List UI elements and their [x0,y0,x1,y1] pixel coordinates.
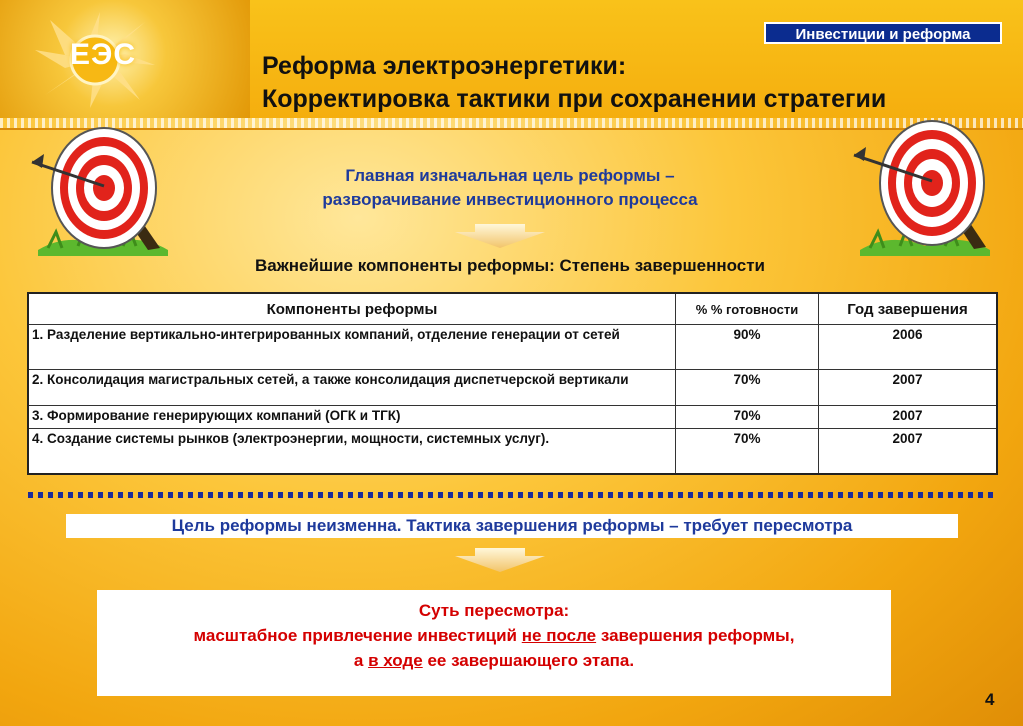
year-cell: 2006 [819,325,998,370]
year-cell: 2007 [819,429,998,475]
header-year: Год завершения [819,293,998,325]
essence-line-3 [97,648,891,673]
title-line-2: Корректировка тактики при сохранении стратегии [262,85,887,113]
logo-text: ЕЭС [70,38,137,71]
logo-panel [0,0,250,118]
page-title [262,50,1002,116]
year-cell: 2007 [819,370,998,406]
target-left-icon [28,120,178,260]
component-cell: 4. Создание системы рынков (электроэнергии, мощности, системных услуг). [28,429,676,475]
essence-line-2-part1: масштабное привлечение инвестиций [193,626,518,645]
readiness-cell: 70% [676,406,819,429]
down-arrow-icon [455,548,545,572]
year-cell: 2007 [819,406,998,429]
essence-line-3-part1: а [353,651,364,670]
essence-line-3-part2: ее завершающего этапа. [427,651,635,670]
header-readiness: % % готовности [676,293,819,325]
table-header-row [28,293,997,325]
readiness-cell: 90% [676,325,819,370]
essence-box [97,590,891,696]
component-cell: 3. Формирование генерирующих компаний (ОГК и ТГК) [28,406,676,429]
page-number: 4 [985,690,995,709]
table-row [28,406,997,429]
essence-heading: Суть пересмотра: [418,601,570,620]
essence-during: в ходе [368,651,423,670]
down-arrow-icon [455,224,545,248]
goal-line-1: Главная изначальная цель реформы – [345,166,675,185]
component-cell: 1. Разделение вертикально-интегрированных компаний, отделение генерации от сетей [28,325,676,370]
components-heading: Важнейшие компоненты реформы: Степень завершенности [254,256,766,275]
essence-not-after: не после [521,626,597,645]
table-row [28,429,997,475]
readiness-cell: 70% [676,429,819,475]
conclusion-banner: Цель реформы неизменна. Тактика завершения реформы – требует пересмотра [66,514,958,538]
table-row [28,370,997,406]
section-badge: Инвестиции и реформа [764,22,1002,44]
target-right-icon [850,115,1000,260]
component-cell: 2. Консолидация магистральных сетей, а также консолидация диспетчерской вертикали [28,370,676,406]
main-goal [225,164,795,212]
dotted-separator [28,492,996,498]
readiness-cell: 70% [676,370,819,406]
components-table [27,292,998,475]
title-line-1: Реформа электроэнергетики: [262,52,627,80]
essence-line-2 [97,623,891,648]
goal-line-2: разворачивание инвестиционного процесса [322,190,698,209]
essence-line-2-part2: завершения реформы, [600,626,795,645]
header-components: Компоненты реформы [28,293,676,325]
table-row [28,325,997,370]
